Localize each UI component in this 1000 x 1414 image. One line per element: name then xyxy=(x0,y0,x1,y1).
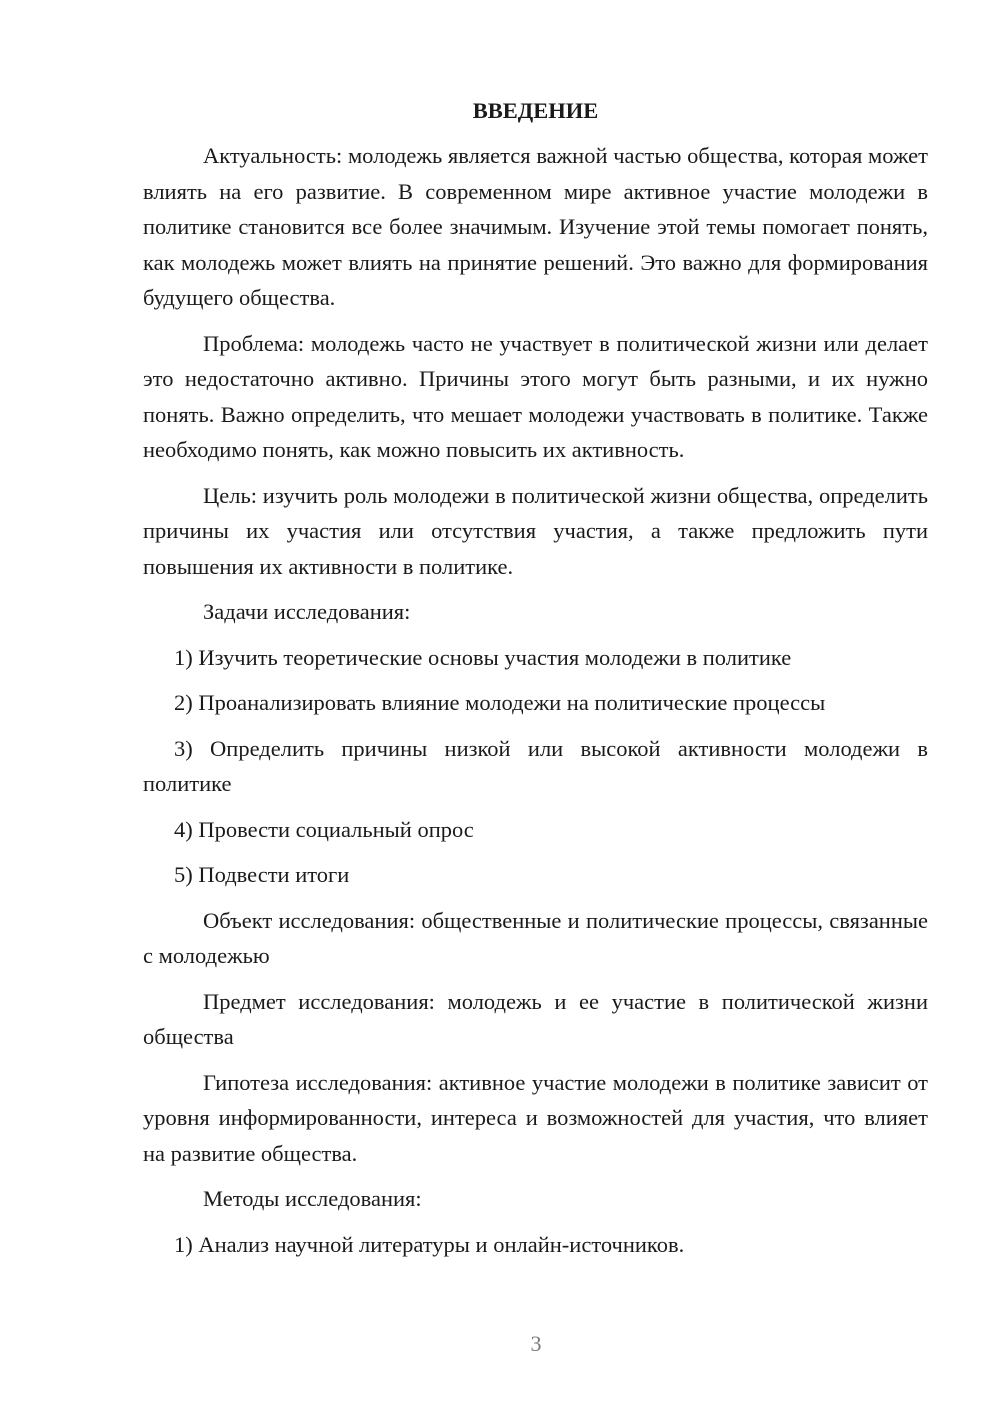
task-item-5: 5) Подвести итоги xyxy=(174,862,350,887)
page-content xyxy=(143,93,928,1272)
subject-paragraph: Предмет исследования: молодежь и ее участие в политической жизни общества xyxy=(143,988,928,1049)
object-paragraph: Объект исследования: общественные и политические процессы, связанные с молодежью xyxy=(143,907,928,968)
task-item-3: 3) Определить причины низкой или высокой активности молодежи в политике xyxy=(143,735,928,796)
method-item-1: 1) Анализ научной литературы и онлайн-источников. xyxy=(174,1231,685,1257)
hypothesis-paragraph: Гипотеза исследования: активное участие молодежи в политике зависит от уровня информированности, интереса и возможностей для участия, что влияет на развитие общества. xyxy=(143,1069,928,1166)
tasks-heading: Задачи исследования: xyxy=(203,599,411,624)
relevance-paragraph: Актуальность: молодежь является важной частью общества, которая может влиять на его развитие. В современном мире активное участие молодежи в политике становится все более значимым. Изучение этой темы помогает понять, как молодежь может влиять на принятие решений. Это важно для формирования будущего общества. xyxy=(143,143,928,310)
task-item-2: 2) Проанализировать влияние молодежи на политические процессы xyxy=(174,690,826,715)
page-number: 3 xyxy=(530,1331,542,1356)
task-item-1: 1) Изучить теоретические основы участия молодежи в политике xyxy=(174,644,792,670)
methods-heading: Методы исследования: xyxy=(203,1186,422,1211)
goal-paragraph: Цель: изучить роль молодежи в политической жизни общества, определить причины их участия или отсутствия участия, а также предложить пути повышения их активности в политике. xyxy=(143,482,928,579)
task-item-4: 4) Провести социальный опрос xyxy=(174,816,474,842)
section-title: ВВЕДЕНИЕ xyxy=(472,98,599,123)
problem-paragraph: Проблема: молодежь часто не участвует в политической жизни или делает это недостаточно активно. Причины этого могут быть разными, и их нужно понять. Важно определить, что мешает молодежи участвовать в политике. Также необходимо понять, как можно повысить их активность. xyxy=(143,330,928,462)
